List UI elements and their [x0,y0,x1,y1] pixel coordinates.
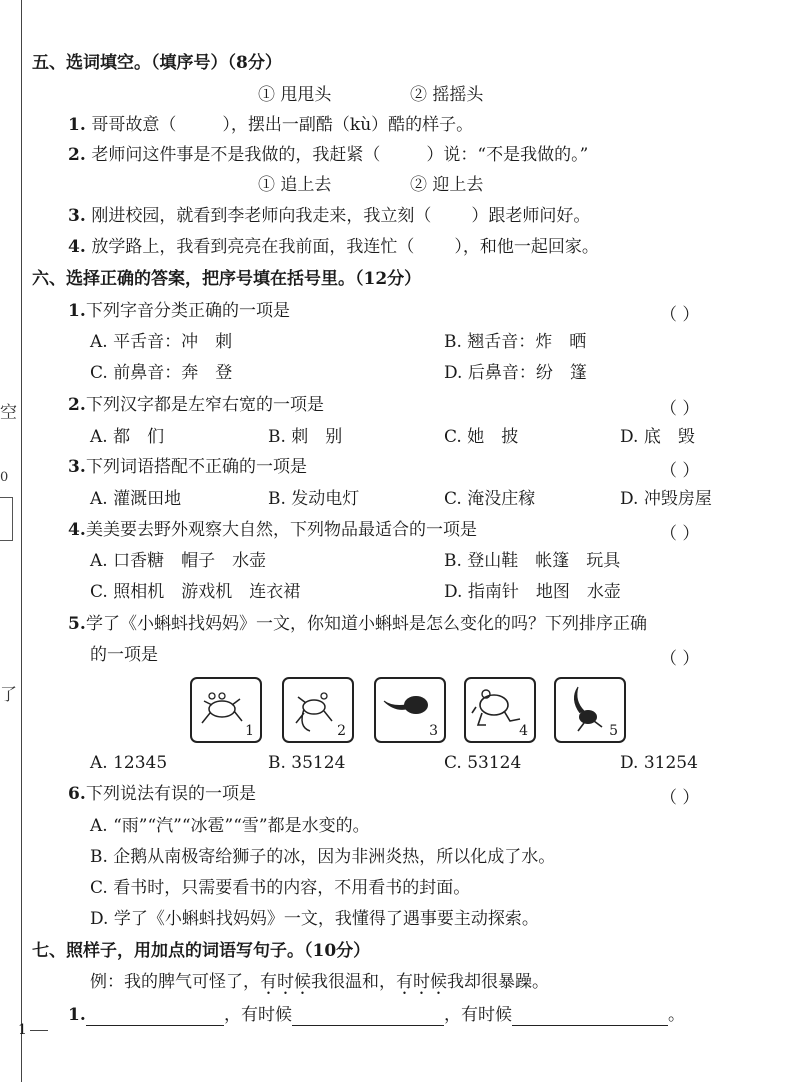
choice-c: C. 看书时，只需要看书的内容，不用看书的封面。 [90,878,471,898]
question-s5-4: 4. 放学路上，我看到亮亮在我前面，我连忙（ ），和他一起回家。 [68,237,599,257]
question-s5-1: 1. 哥哥故意（ ），摆出一副酷（kù）酷的样子。 [68,115,474,135]
question-s6-2: 2.下列汉字都是左窄右宽的一项是 [68,395,324,415]
page-number: 1 [18,1022,27,1038]
choice-d: D. 学了《小蝌蚪找妈妈》一文，我懂得了遇事要主动探索。 [90,909,539,929]
image-number: 5 [609,723,618,739]
answer-paren[interactable]: （ ） [660,524,700,544]
question-s6-6: 6.下列说法有误的一项是 [68,784,256,804]
answer-paren[interactable]: （ ） [660,649,700,669]
choice-d: D. 31254 [620,753,698,773]
choice-a: A. 灌溉田地 [90,489,182,509]
tadpole-with-legs-image [554,677,626,743]
question-number: 1. [68,1005,86,1025]
choice-b: B. 登山鞋 帐篷 玩具 [444,551,621,571]
section-5-header: 五、选词填空。（填序号）（8分） [32,53,282,73]
question-number: 1. [68,301,86,321]
option-2: ② 摇摇头 [410,85,484,105]
question-number: 4. [68,237,86,257]
margin-text-fragment: 空 [0,403,17,423]
question-s5-2: 2. 老师问这件事是不是我做的，我赶紧（ ）说：“不是我做的。” [68,145,589,165]
option-2: ② 迎上去 [410,175,484,195]
choice-d: D. 底 毁 [620,427,695,447]
option-1: ① 追上去 [258,175,332,195]
choice-b: B. 刺 别 [268,427,343,447]
frog-with-tail-image [282,677,354,743]
question-number: 3. [68,457,86,477]
choice-c: C. 前鼻音：奔 登 [90,363,233,383]
question-number: 1. [68,115,86,135]
choice-c: C. 她 披 [444,427,519,447]
image-number: 4 [519,723,528,739]
choice-c: C. 53124 [444,753,522,773]
choice-c: C. 照相机 游戏机 连衣裙 [90,582,301,602]
binding-margin-line [21,0,22,1082]
question-number: 4. [68,520,86,540]
answer-line[interactable] [292,1007,444,1026]
question-s6-1: 1.下列字音分类正确的一项是 [68,301,290,321]
image-number: 1 [245,723,254,739]
choice-d: D. 冲毁房屋 [620,489,712,509]
answer-paren[interactable]: （ ） [660,305,700,325]
section-7-header: 七、照样子，用加点的词语写句子。（10分） [32,941,371,961]
image-number: 2 [337,723,346,739]
question-s6-5-cont: 的一项是 [90,645,158,665]
question-number: 2. [68,395,86,415]
margin-box-fragment [0,497,13,541]
choice-b: B. 企鹅从南极寄给狮子的冰，因为非洲炎热，所以化成了水。 [90,847,556,867]
option-1: ① 甩甩头 [258,85,332,105]
choice-d: D. 后鼻音：纷 篷 [444,363,587,383]
margin-text-fragment: 了 [0,685,17,705]
dotted-word: 有时候 [396,972,447,992]
answer-line[interactable] [512,1007,668,1026]
question-number: 5. [68,614,86,634]
example-sentence: 例：我的脾气可怪了，有时候我很温和，有时候我却很暴躁。 [90,972,549,992]
choice-a: A. 口香糖 帽子 水壶 [90,551,267,571]
question-number: 2. [68,145,86,165]
answer-paren[interactable]: （ ） [660,461,700,481]
answer-line[interactable] [86,1007,224,1026]
question-number: 6. [68,784,86,804]
choice-c: C. 淹没庄稼 [444,489,536,509]
question-s5-3: 3. 刚进校园，就看到李老师向我走来，我立刻（ ）跟老师问好。 [68,206,591,226]
choice-a: A. 12345 [90,753,168,773]
answer-paren[interactable]: （ ） [660,788,700,808]
section-6-header: 六、选择正确的答案，把序号填在括号里。（12分） [32,269,422,289]
choice-b: B. 翘舌音：炸 晒 [444,332,587,352]
choice-b: B. 发动电灯 [268,489,360,509]
choice-a: A. 平舌音：冲 刺 [90,332,233,352]
choice-b: B. 35124 [268,753,346,773]
dotted-word: 有时候 [260,972,311,992]
question-s6-3: 3.下列词语搭配不正确的一项是 [68,457,307,477]
choice-a: A. “雨”“汽”“冰雹”“雪”都是水变的。 [90,816,370,836]
choice-a: A. 都 们 [90,427,165,447]
frog-adult-image [190,677,262,743]
question-s7-1: 1. ，有时候 ，有时候 。 [68,1005,685,1025]
margin-text-fragment: 0 [0,470,9,485]
page-number-dash [30,1030,48,1031]
answer-paren[interactable]: （ ） [660,399,700,419]
tadpole-image [374,677,446,743]
question-number: 3. [68,206,86,226]
question-s6-4: 4.美美要去野外观察大自然，下列物品最适合的一项是 [68,520,477,540]
question-s6-5: 5.学了《小蝌蚪找妈妈》一文，你知道小蝌蚪是怎么变化的吗？下列排序正确 [68,614,647,634]
choice-d: D. 指南针 地图 水壶 [444,582,621,602]
adult-frog-image [464,677,536,743]
image-number: 3 [429,723,438,739]
